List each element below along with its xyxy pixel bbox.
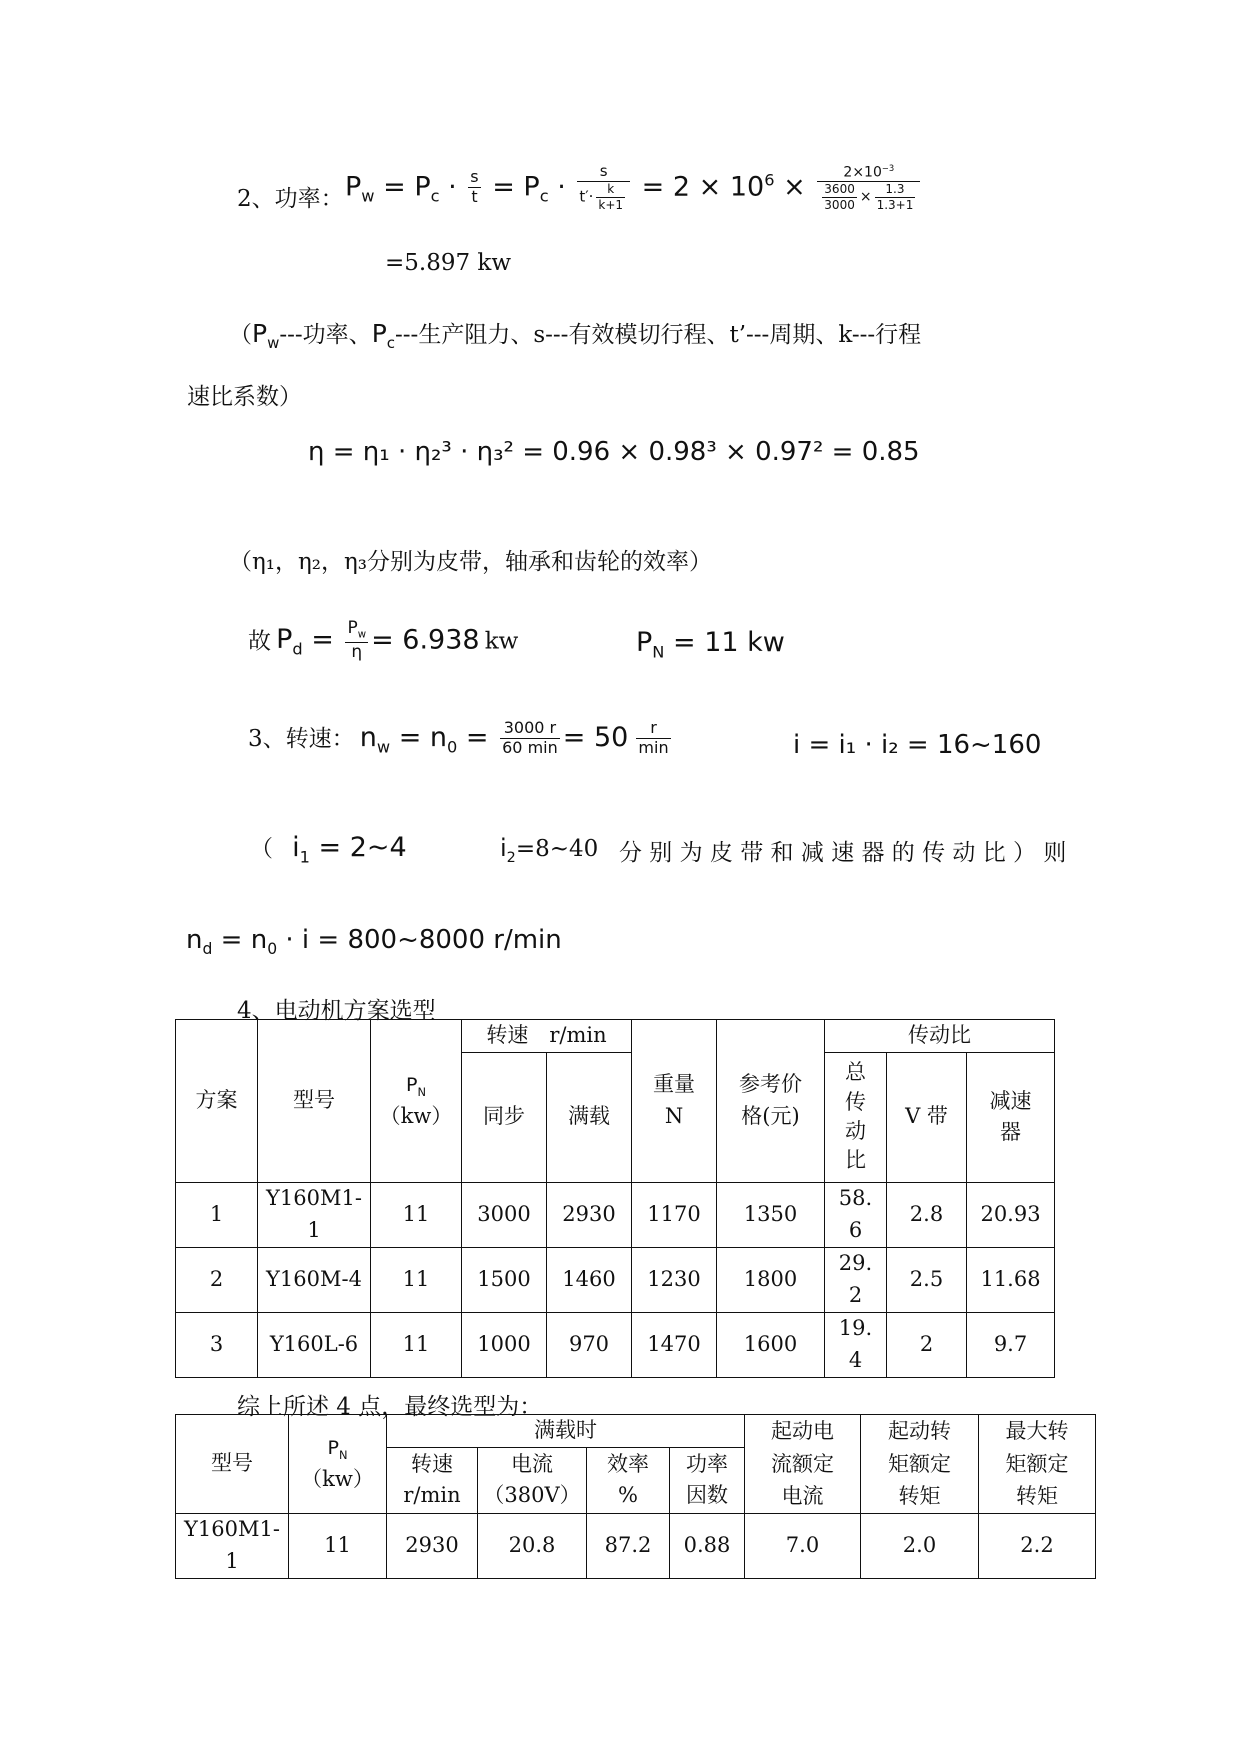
cell: 1460 <box>547 1247 632 1312</box>
cell: 87.2 <box>587 1513 670 1578</box>
power-formula: $P_w = P_c$ · $\frac{s}{t}$ = $P_c$ · s t′· $\frac{k}{k+1}$ = $2 \times 10^6$ × $2\times 10^{-3}$ $\frac{3600}{3000}$ × $\frac{1.3}{1.3+1}$ <box>345 164 923 212</box>
cell: 2.0 <box>861 1513 979 1578</box>
cell: 0.88 <box>670 1513 745 1578</box>
table-row <box>176 1312 1055 1377</box>
th2-start-current: 起动电 流额定 电流 <box>745 1415 861 1514</box>
cell: 2 <box>176 1247 258 1312</box>
th2-max-torque: 最大转 矩额定 转矩 <box>979 1415 1096 1514</box>
cell: 29. 2 <box>825 1247 887 1312</box>
cell: 58. 6 <box>825 1182 887 1247</box>
cell: 1 <box>176 1182 258 1247</box>
table-row <box>176 1182 1055 1247</box>
ratio-line: （ $i_1$ = 2~4 <box>250 832 407 867</box>
cell: 2930 <box>387 1513 478 1578</box>
pn-formula: $P_N = 11$ kw <box>636 627 785 662</box>
efficiency-formula: η = η₁ · η₂³ · η₃² = 0.96 × 0.98³ × 0.97² = 0.85 <box>308 437 920 467</box>
cell: 1000 <box>462 1312 547 1377</box>
speed-line: 3、转速： $n_w = n_0$ = $\frac{3000 r}{60 \min}$ = 50 $\frac{r}{\min}$ <box>248 718 669 757</box>
section4-label: 4、电动机方案选型 <box>237 998 436 1024</box>
cell: 1500 <box>462 1247 547 1312</box>
cell: 2.8 <box>887 1182 967 1247</box>
cell: 11 <box>371 1312 462 1377</box>
ratio-desc: 分 别 为 皮 带 和 减 速 器 的 传 动 比 ） 则 <box>619 840 1067 866</box>
cell: 20.93 <box>967 1182 1055 1247</box>
cell: 1170 <box>632 1182 717 1247</box>
cell: 1800 <box>717 1247 825 1312</box>
th2-model: 型号 <box>176 1415 289 1514</box>
cell: 1600 <box>717 1312 825 1377</box>
ratio-i2: $i_2=8\sim 40$ <box>500 834 599 866</box>
th2-speed: 转速 r/min <box>387 1447 478 1513</box>
th-scheme: 方案 <box>176 1020 258 1183</box>
cell: 11 <box>371 1182 462 1247</box>
th-reducer: 减速 器 <box>967 1052 1055 1182</box>
cell: 1230 <box>632 1247 717 1312</box>
th2-efficiency: 效率 % <box>587 1447 670 1513</box>
cell: 2.2 <box>979 1513 1096 1578</box>
th-full: 满载 <box>547 1052 632 1182</box>
th-price: 参考价 格(元) <box>717 1020 825 1183</box>
efficiency-legend: （η₁，η₂，η₃分别为皮带，轴承和齿轮的效率） <box>229 549 712 575</box>
cell: 2 <box>887 1312 967 1377</box>
th-model: 型号 <box>258 1020 371 1183</box>
cell: 1350 <box>717 1182 825 1247</box>
cell: 9.7 <box>967 1312 1055 1377</box>
cell: 11 <box>371 1247 462 1312</box>
i-formula: i = i₁ · i₂ = 16~160 <box>793 730 1042 760</box>
th-sync: 同步 <box>462 1052 547 1182</box>
legend-line-2: 速比系数） <box>187 384 302 410</box>
cell: Y160L-6 <box>258 1312 371 1377</box>
cell: 970 <box>547 1312 632 1377</box>
cell: 11 <box>289 1513 387 1578</box>
power-result: =5.897 kw <box>385 250 512 276</box>
cell: 2930 <box>547 1182 632 1247</box>
th-speed: 转速 r/min <box>462 1020 632 1053</box>
th2-pn: $P_N$ （kw） <box>289 1415 387 1514</box>
th2-full-load: 满载时 <box>387 1415 745 1448</box>
cell: 3000 <box>462 1182 547 1247</box>
table-row <box>176 1513 1096 1578</box>
th2-start-torque: 起动转 矩额定 转矩 <box>861 1415 979 1514</box>
cell: Y160M1- 1 <box>176 1513 289 1578</box>
summary-text: 综上所述 4 点，最终选型为： <box>237 1394 543 1420</box>
cell: 1470 <box>632 1312 717 1377</box>
cell: 2.5 <box>887 1247 967 1312</box>
cell: Y160M-4 <box>258 1247 371 1312</box>
th2-current: 电流 （380V） <box>478 1447 587 1513</box>
section2-label: 2、功率： <box>237 186 344 212</box>
nd-formula: $n_d = n_0 \cdot i$ = 800~8000 r/min <box>186 925 562 959</box>
th-total-ratio: 总 传 动 比 <box>825 1052 887 1182</box>
th-pn: $P_N$ （kw） <box>371 1020 462 1183</box>
legend-line-1: （$P_w---$功率、$P_c---$生产阻力、s---有效模切行程、t’---周期、k---行程 <box>229 319 922 352</box>
final-selection-table <box>175 1414 1096 1579</box>
th-vbelt: V 带 <box>887 1052 967 1182</box>
th-weight: 重量 N <box>632 1020 717 1183</box>
cell: 19. 4 <box>825 1312 887 1377</box>
cell: 20.8 <box>478 1513 587 1578</box>
cell: Y160M1- 1 <box>258 1182 371 1247</box>
cell: 7.0 <box>745 1513 861 1578</box>
th2-power-factor: 功率 因数 <box>670 1447 745 1513</box>
th-ratio: 传动比 <box>825 1020 1055 1053</box>
pd-line: 故 $P_d$ = $\frac{P_w}{\eta}$ = 6.938 kw <box>248 618 519 663</box>
cell: 3 <box>176 1312 258 1377</box>
motor-options-table <box>175 1019 1055 1378</box>
table-row <box>176 1247 1055 1312</box>
cell: 11.68 <box>967 1247 1055 1312</box>
